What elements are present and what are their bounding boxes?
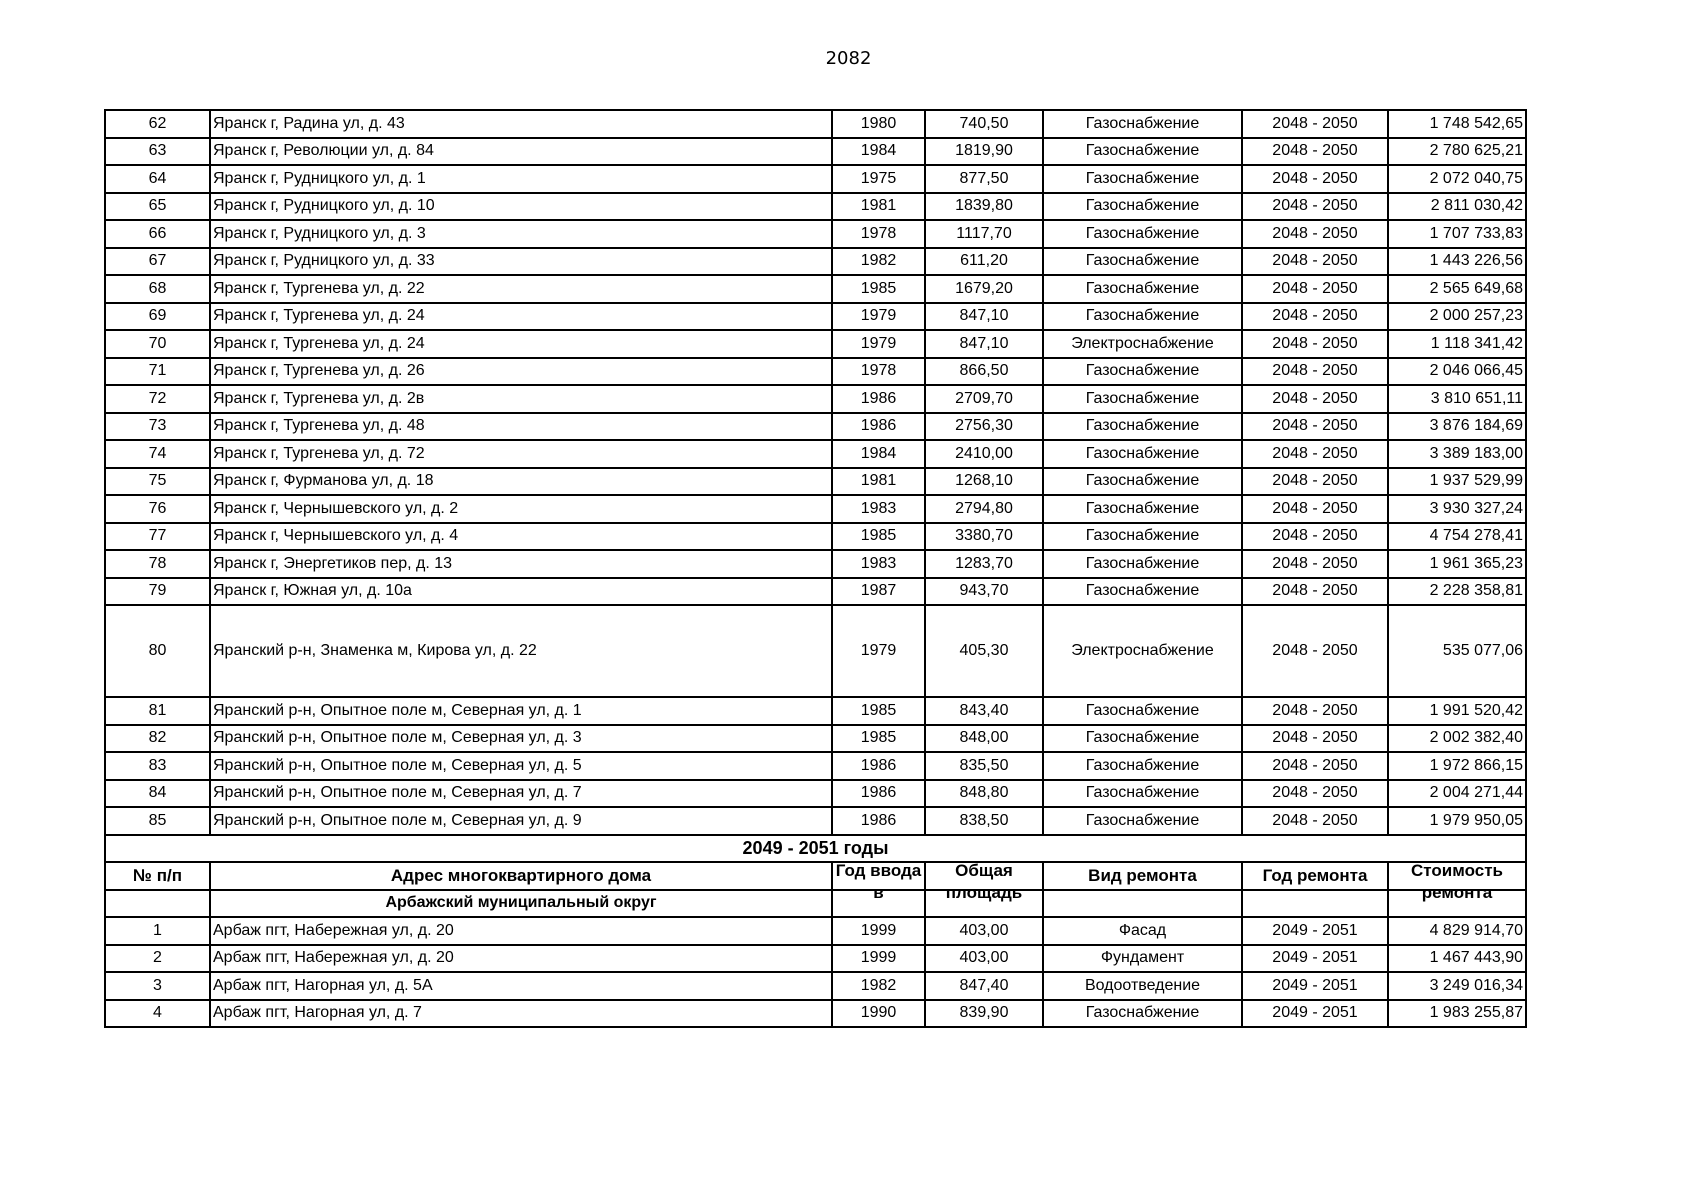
row-repair-cost: 1 983 255,87 [1388,1000,1526,1028]
row-number: 70 [105,330,210,358]
row-repair-type: Газоснабжение [1043,220,1242,248]
table-row [105,358,1526,386]
row-address: Яранский р-н, Опытное поле м, Северная ул, д. 7 [210,780,832,808]
row-address: Яранск г, Тургенева ул, д. 72 [210,440,832,468]
header-repair-cost: Стоимость ремонта [1411,861,1503,903]
row-repair-cost: 1 118 341,42 [1388,330,1526,358]
row-repair-cost: 2 004 271,44 [1388,780,1526,808]
table-row [105,1000,1526,1028]
table-row [105,917,1526,945]
row-address: Яранск г, Тургенева ул, д. 24 [210,303,832,331]
table-row [105,248,1526,276]
row-address: Яранский р-н, Опытное поле м, Северная ул, д. 5 [210,752,832,780]
row-address: Яранск г, Фурманова ул, д. 18 [210,468,832,496]
table-row [105,972,1526,1000]
row-number: 84 [105,780,210,808]
row-year-built: 1979 [832,605,925,697]
row-year-built: 1990 [832,1000,925,1028]
row-repair-type: Электроснабжение [1043,330,1242,358]
row-repair-type: Газоснабжение [1043,358,1242,386]
row-year-built: 1986 [832,385,925,413]
row-total-area: 611,20 [925,248,1043,276]
row-year-built: 1982 [832,972,925,1000]
row-total-area: 740,50 [925,110,1043,138]
row-repair-cost: 3 876 184,69 [1388,413,1526,441]
district-name: Арбажский муниципальный округ [210,890,832,918]
row-number: 66 [105,220,210,248]
header-year-built: Год ввода в [835,861,922,903]
row-repair-period: 2048 - 2050 [1242,697,1388,725]
row-total-area: 835,50 [925,752,1043,780]
row-year-built: 1985 [832,523,925,551]
table-row [105,220,1526,248]
row-total-area: 2709,70 [925,385,1043,413]
table-row [105,550,1526,578]
row-repair-type: Газоснабжение [1043,523,1242,551]
repair-register-table [104,109,1527,1028]
header-total-area: Общая площадь [945,861,1023,903]
row-number: 82 [105,725,210,753]
row-repair-cost: 1 979 950,05 [1388,807,1526,835]
row-address: Яранский р-н, Опытное поле м, Северная ул, д. 1 [210,697,832,725]
row-repair-cost: 4 754 278,41 [1388,523,1526,551]
row-address: Яранский р-н, Знаменка м, Кирова ул, д. 22 [210,605,832,697]
row-repair-type: Газоснабжение [1043,110,1242,138]
row-repair-type: Электроснабжение [1043,605,1242,697]
row-year-built: 1983 [832,495,925,523]
row-address: Арбаж пгт, Набережная ул, д. 20 [210,945,832,973]
row-year-built: 1978 [832,220,925,248]
row-repair-cost: 1 937 529,99 [1388,468,1526,496]
row-repair-type: Газоснабжение [1043,385,1242,413]
row-number: 72 [105,385,210,413]
row-year-built: 1979 [832,330,925,358]
row-repair-period: 2048 - 2050 [1242,413,1388,441]
row-repair-period: 2049 - 2051 [1242,917,1388,945]
table-row [105,440,1526,468]
row-repair-period: 2049 - 2051 [1242,945,1388,973]
row-year-built: 1975 [832,165,925,193]
row-total-area: 1839,80 [925,193,1043,221]
row-repair-cost: 3 249 016,34 [1388,972,1526,1000]
row-number: 71 [105,358,210,386]
row-total-area: 403,00 [925,917,1043,945]
header-repair-period: Год ремонта [1242,862,1388,890]
header-repair-type: Вид ремонта [1043,862,1242,890]
row-repair-type: Газоснабжение [1043,303,1242,331]
row-repair-type: Газоснабжение [1043,550,1242,578]
row-year-built: 1982 [832,248,925,276]
row-repair-period: 2048 - 2050 [1242,358,1388,386]
row-repair-cost: 1 467 443,90 [1388,945,1526,973]
row-number: 73 [105,413,210,441]
row-repair-cost: 2 046 066,45 [1388,358,1526,386]
row-year-built: 1987 [832,578,925,606]
row-year-built: 1984 [832,440,925,468]
row-year-built: 1986 [832,780,925,808]
row-repair-cost: 3 389 183,00 [1388,440,1526,468]
row-number: 81 [105,697,210,725]
row-repair-cost: 2 000 257,23 [1388,303,1526,331]
table-row [105,165,1526,193]
table-row [105,275,1526,303]
row-total-area: 848,00 [925,725,1043,753]
row-year-built: 1980 [832,110,925,138]
table-row [105,605,1526,697]
row-year-built: 1978 [832,358,925,386]
row-repair-type: Газоснабжение [1043,725,1242,753]
row-repair-cost: 535 077,06 [1388,605,1526,697]
row-repair-type: Газоснабжение [1043,138,1242,166]
row-repair-cost: 2 565 649,68 [1388,275,1526,303]
row-repair-cost: 3 930 327,24 [1388,495,1526,523]
row-repair-cost: 2 072 040,75 [1388,165,1526,193]
row-repair-period: 2048 - 2050 [1242,165,1388,193]
table-row [105,945,1526,973]
row-number: 85 [105,807,210,835]
row-address: Яранск г, Чернышевского ул, д. 2 [210,495,832,523]
row-repair-period: 2048 - 2050 [1242,468,1388,496]
row-number: 68 [105,275,210,303]
row-number: 75 [105,468,210,496]
row-repair-type: Газоснабжение [1043,780,1242,808]
row-number: 4 [105,1000,210,1028]
row-address: Арбаж пгт, Набережная ул, д. 20 [210,917,832,945]
district-row [105,890,1526,918]
header-address: Адрес многоквартирного дома [210,862,832,890]
row-address: Арбаж пгт, Нагорная ул, д. 7 [210,1000,832,1028]
header-number: № п/п [105,862,210,890]
row-repair-type: Газоснабжение [1043,248,1242,276]
row-total-area: 877,50 [925,165,1043,193]
row-repair-type: Газоснабжение [1043,468,1242,496]
section-heading-row [105,835,1526,863]
row-repair-period: 2048 - 2050 [1242,138,1388,166]
row-repair-type: Газоснабжение [1043,1000,1242,1028]
page-number: 2082 [825,48,872,69]
row-total-area: 1117,70 [925,220,1043,248]
row-total-area: 847,40 [925,972,1043,1000]
row-repair-cost: 1 707 733,83 [1388,220,1526,248]
row-repair-period: 2048 - 2050 [1242,330,1388,358]
row-address: Яранск г, Чернышевского ул, д. 4 [210,523,832,551]
table-row [105,468,1526,496]
row-address: Яранск г, Энергетиков пер, д. 13 [210,550,832,578]
row-total-area: 866,50 [925,358,1043,386]
row-year-built: 1999 [832,917,925,945]
row-address: Яранск г, Тургенева ул, д. 24 [210,330,832,358]
row-number: 64 [105,165,210,193]
row-year-built: 1981 [832,468,925,496]
row-year-built: 1985 [832,275,925,303]
table-row [105,385,1526,413]
row-year-built: 1986 [832,752,925,780]
table-row [105,780,1526,808]
row-number: 79 [105,578,210,606]
row-repair-period: 2048 - 2050 [1242,275,1388,303]
row-total-area: 1283,70 [925,550,1043,578]
table-row [105,752,1526,780]
row-total-area: 843,40 [925,697,1043,725]
row-repair-cost: 1 443 226,56 [1388,248,1526,276]
row-repair-type: Газоснабжение [1043,578,1242,606]
row-repair-period: 2048 - 2050 [1242,303,1388,331]
row-total-area: 839,90 [925,1000,1043,1028]
row-number: 77 [105,523,210,551]
row-total-area: 405,30 [925,605,1043,697]
table-row [105,138,1526,166]
row-address: Яранск г, Рудницкого ул, д. 1 [210,165,832,193]
row-repair-period: 2048 - 2050 [1242,440,1388,468]
row-repair-period: 2048 - 2050 [1242,495,1388,523]
row-total-area: 1268,10 [925,468,1043,496]
row-repair-cost: 2 002 382,40 [1388,725,1526,753]
row-repair-cost: 1 991 520,42 [1388,697,1526,725]
row-repair-type: Водоотведение [1043,972,1242,1000]
row-repair-period: 2048 - 2050 [1242,220,1388,248]
table-row [105,578,1526,606]
row-address: Яранский р-н, Опытное поле м, Северная ул, д. 3 [210,725,832,753]
row-repair-type: Газоснабжение [1043,165,1242,193]
row-repair-period: 2048 - 2050 [1242,807,1388,835]
row-repair-type: Фундамент [1043,945,1242,973]
row-address: Яранск г, Тургенева ул, д. 26 [210,358,832,386]
table-row [105,495,1526,523]
row-number: 2 [105,945,210,973]
row-total-area: 838,50 [925,807,1043,835]
row-repair-period: 2048 - 2050 [1242,605,1388,697]
row-repair-cost: 2 228 358,81 [1388,578,1526,606]
table-row [105,303,1526,331]
row-repair-type: Газоснабжение [1043,697,1242,725]
table-row [105,193,1526,221]
row-address: Яранск г, Тургенева ул, д. 2в [210,385,832,413]
row-repair-type: Газоснабжение [1043,413,1242,441]
row-year-built: 1979 [832,303,925,331]
row-number: 76 [105,495,210,523]
row-number: 1 [105,917,210,945]
section-title: 2049 - 2051 годы [105,835,1526,863]
row-year-built: 1986 [832,807,925,835]
row-total-area: 847,10 [925,303,1043,331]
row-number: 3 [105,972,210,1000]
row-repair-cost: 2 811 030,42 [1388,193,1526,221]
row-address: Яранск г, Рудницкого ул, д. 10 [210,193,832,221]
row-year-built: 1984 [832,138,925,166]
row-number: 69 [105,303,210,331]
row-repair-cost: 3 810 651,11 [1388,385,1526,413]
table-row [105,523,1526,551]
row-repair-cost: 2 780 625,21 [1388,138,1526,166]
row-address: Яранский р-н, Опытное поле м, Северная ул, д. 9 [210,807,832,835]
row-repair-period: 2048 - 2050 [1242,725,1388,753]
row-total-area: 2794,80 [925,495,1043,523]
row-year-built: 1985 [832,697,925,725]
table-row [105,413,1526,441]
row-repair-type: Газоснабжение [1043,275,1242,303]
row-repair-period: 2049 - 2051 [1242,1000,1388,1028]
row-repair-type: Газоснабжение [1043,440,1242,468]
row-total-area: 943,70 [925,578,1043,606]
row-repair-type: Газоснабжение [1043,752,1242,780]
row-year-built: 1986 [832,413,925,441]
row-repair-period: 2048 - 2050 [1242,248,1388,276]
row-address: Яранск г, Рудницкого ул, д. 33 [210,248,832,276]
row-number: 74 [105,440,210,468]
row-year-built: 1983 [832,550,925,578]
row-total-area: 847,10 [925,330,1043,358]
row-year-built: 1981 [832,193,925,221]
row-number: 78 [105,550,210,578]
row-repair-period: 2048 - 2050 [1242,193,1388,221]
row-repair-period: 2048 - 2050 [1242,780,1388,808]
row-repair-type: Газоснабжение [1043,495,1242,523]
row-total-area: 1819,90 [925,138,1043,166]
row-address: Яранск г, Тургенева ул, д. 48 [210,413,832,441]
row-number: 63 [105,138,210,166]
table-row [105,697,1526,725]
row-number: 80 [105,605,210,697]
row-number: 67 [105,248,210,276]
row-number: 65 [105,193,210,221]
row-address: Яранск г, Тургенева ул, д. 22 [210,275,832,303]
row-number: 83 [105,752,210,780]
row-repair-period: 2048 - 2050 [1242,385,1388,413]
row-repair-type: Газоснабжение [1043,193,1242,221]
row-address: Яранск г, Революции ул, д. 84 [210,138,832,166]
table-row [105,725,1526,753]
row-repair-period: 2048 - 2050 [1242,110,1388,138]
row-address: Яранск г, Южная ул, д. 10а [210,578,832,606]
row-year-built: 1999 [832,945,925,973]
row-repair-period: 2048 - 2050 [1242,578,1388,606]
row-repair-type: Газоснабжение [1043,807,1242,835]
row-total-area: 403,00 [925,945,1043,973]
row-repair-period: 2049 - 2051 [1242,972,1388,1000]
table-row [105,110,1526,138]
table-row [105,330,1526,358]
row-repair-cost: 4 829 914,70 [1388,917,1526,945]
row-repair-period: 2048 - 2050 [1242,752,1388,780]
row-total-area: 2410,00 [925,440,1043,468]
row-repair-cost: 1 972 866,15 [1388,752,1526,780]
row-address: Арбаж пгт, Нагорная ул, д. 5А [210,972,832,1000]
row-total-area: 1679,20 [925,275,1043,303]
row-repair-cost: 1 961 365,23 [1388,550,1526,578]
row-total-area: 2756,30 [925,413,1043,441]
row-repair-type: Фасад [1043,917,1242,945]
row-total-area: 848,80 [925,780,1043,808]
row-year-built: 1985 [832,725,925,753]
row-number: 62 [105,110,210,138]
row-repair-cost: 1 748 542,65 [1388,110,1526,138]
table-row [105,807,1526,835]
row-address: Яранск г, Рудницкого ул, д. 3 [210,220,832,248]
row-address: Яранск г, Радина ул, д. 43 [210,110,832,138]
row-total-area: 3380,70 [925,523,1043,551]
column-header-row [105,862,1526,890]
row-repair-period: 2048 - 2050 [1242,523,1388,551]
row-repair-period: 2048 - 2050 [1242,550,1388,578]
